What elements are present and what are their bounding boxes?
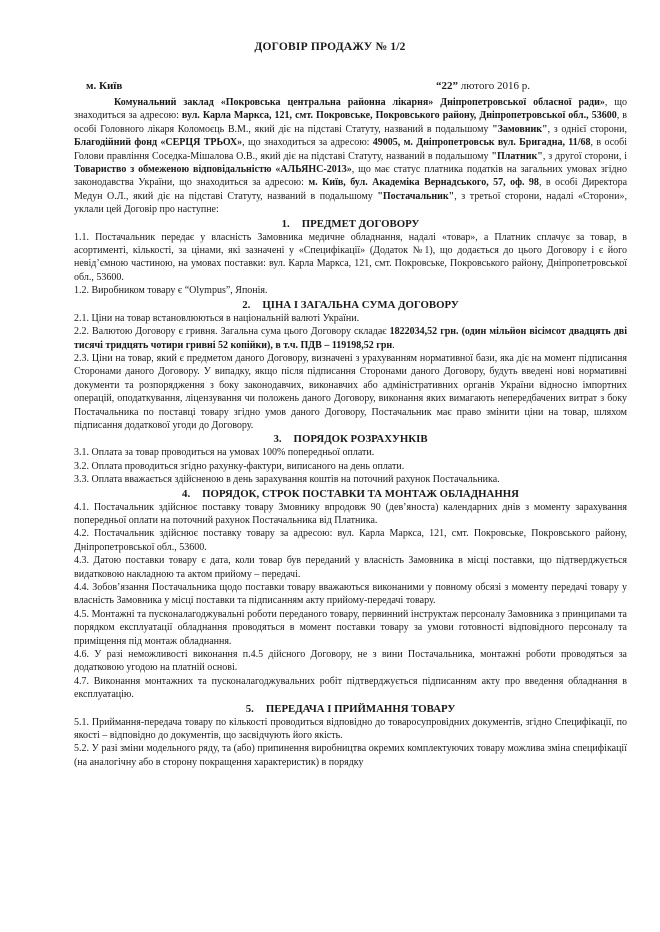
text-run: , з однієї сторони, xyxy=(547,123,627,135)
section-title: ЦІНА І ЗАГАЛЬНА СУМА ДОГОВОРУ xyxy=(262,298,459,311)
clause-paragraph xyxy=(74,675,627,702)
contract-date-rest: лютого 2016 р. xyxy=(458,80,530,92)
clause-paragraph xyxy=(74,325,627,352)
contract-date xyxy=(436,80,530,92)
text-run: 2.3. Ціни на товар, який є предметом даного Договору, визначені з урахуванням нормативної бази, яка діє на момент підписання Сторонами даного Договору. У випадку, якщо після підписання Сторонами даного Договору, будуть введені нові нормативні документи та розпорядження з боку законодавчих, виконавчих або адміністративних органів України відносно імпортних операцій, оподаткування, ліцензування чи положень даного Договору, виконання яких вимагають непередбачених витрат з боку Постачальника по поставці товару згідно умов даного Договору, Постачальник має право змінити ціни на товар, шляхом підписання додаткової угоди до Договору. xyxy=(74,352,627,431)
clause-paragraph xyxy=(74,501,627,528)
section-title: ПОРЯДОК, СТРОК ПОСТАВКИ ТА МОНТАЖ ОБЛАДНАННЯ xyxy=(202,487,519,500)
bold-text: 49005, м. Дніпропетровськ вул. Бригадна, 11/68 xyxy=(372,137,591,149)
bold-text: м. Київ, бул. Академіка Вернадського, 57, оф. 98 xyxy=(308,177,539,189)
section-heading xyxy=(74,702,627,716)
section-heading xyxy=(74,487,627,501)
section-heading xyxy=(74,432,627,446)
clause-paragraph xyxy=(74,608,627,648)
clause-paragraph xyxy=(74,716,627,743)
clause-paragraph xyxy=(74,742,627,769)
bold-text: "Платник" xyxy=(491,150,543,162)
clause-paragraph xyxy=(74,648,627,675)
text-run: 4.5. Монтажні та пусконалагоджувальні роботи переданого товару, первинний інструктаж персоналу Замовника з принципами та порядком експлуатації обладнання проводяться в момент поставки товару за умови готовності відповідного персоналу та приміщення під монтаж обладнання. xyxy=(74,608,627,647)
text-run: 4.3. Датою поставки товару є дата, коли товар був переданий у власність Замовника в місці поставки, що підтверджується видатковою накладною та актом прийому – передачі. xyxy=(74,555,627,580)
clause-paragraph xyxy=(74,446,627,459)
section-number: 2. xyxy=(242,298,251,311)
bold-text: "Постачальник" xyxy=(377,190,455,202)
section-number: 3. xyxy=(273,433,282,446)
text-run: 3.1. Оплата за товар проводиться на умовах 100% попередньої оплати. xyxy=(74,447,375,459)
section-number: 4. xyxy=(182,487,191,500)
section-title: ПРЕДМЕТ ДОГОВОРУ xyxy=(301,217,420,230)
text-run: 3.2. Оплата проводиться згідно рахунку-фактури, виписаного на день оплати. xyxy=(74,460,405,472)
text-run: , що знаходиться за адресою: xyxy=(74,97,628,122)
clause-paragraph xyxy=(74,581,627,608)
document-body xyxy=(74,96,627,769)
document-title: ДОГОВІР ПРОДАЖУ № 1/2 xyxy=(254,41,406,53)
section-heading xyxy=(74,298,627,312)
clause-paragraph xyxy=(74,554,627,581)
text-run: 5.1. Приймання-передача товару по кількості проводиться відповідно до товаросупровідних документів, згідно Специфікації, по якості – відповідно до документів, що засвідчують його якість. xyxy=(74,716,627,742)
section-title: ПОРЯДОК РОЗРАХУНКІВ xyxy=(293,433,428,446)
bold-text: Благодійний фонд «СЕРЦЯ ТРЬОХ» xyxy=(74,137,243,149)
text-run: , з третьої сторони, надалі «Сторони», уклали цей Договір про наступне: xyxy=(74,190,627,216)
clause-paragraph xyxy=(74,312,627,325)
section-number: 5. xyxy=(245,702,254,715)
text-run: , що знаходиться за адресою: xyxy=(242,137,373,149)
bold-text: Комунальний заклад «Покровська центральна районна лікарня» Дніпропетровської обласної ради» xyxy=(114,97,605,108)
text-run: 1.1. Постачальник передає у власність Замовника медичне обладнання, надалі «товар», а Платник сплачує за товар, в асортименті, кількості, за цінами, які зазначені у «Специфікації» (Додаток №1), що додається до цього Договору і є його невід’ємною частиною, на умовах поставки: вул. Карла Маркса, 121, смт. Покровське, Покровського району, Дніпропетровської обл., 53600. xyxy=(74,231,627,283)
text-run: , що має статус платника податків на загальних умовах згідно законодавства України, що знаходиться за адресою: xyxy=(74,164,628,189)
bold-text: вул. Карла Маркса, 121, смт. Покровське, Покровського району, Дніпропетровської обл., 53600 xyxy=(181,110,617,122)
text-run: 4.2. Постачальник здійснює поставку товару за адресою: вул. Карла Маркса, 121, смт. Покровське, Покровського району, Дніпропетровської обл., 53600. xyxy=(74,528,627,553)
clause-paragraph xyxy=(74,473,627,486)
text-run: 1.2. Виробником товару є “Olympus”, Японія. xyxy=(74,285,268,297)
bold-text: 1822034,52 грн. (один мільйон вісімсот двадцять дві тисячі тридцять чотири гривні 52 копійки), в т.ч. ПДВ – 119198,52 грн xyxy=(74,326,627,351)
text-run: 3.3. Оплата вважається здійсненою в день зарахування коштів на поточний рахунок Постачальника. xyxy=(74,474,500,486)
section-title: ПЕРЕДАЧА І ПРИЙМАННЯ ТОВАРУ xyxy=(265,702,456,715)
preamble-paragraph xyxy=(74,96,627,217)
text-run: 2.1. Ціни на товар встановлюються в національній валюті України. xyxy=(74,312,360,324)
clause-paragraph xyxy=(74,231,627,285)
text-run: 4.6. У разі неможливості виконання п.4.5 дійсного Договору, не з вини Постачальника, монтажні роботи проводяться за додатковою угодою на платній основі. xyxy=(74,649,627,674)
clause-paragraph xyxy=(74,460,627,473)
clause-paragraph xyxy=(74,284,627,297)
section-heading xyxy=(74,217,627,231)
contract-city: м. Київ xyxy=(86,80,123,92)
contract-date-day: “22” xyxy=(436,80,458,92)
bold-text: "Замовник" xyxy=(492,123,548,135)
text-run: , з другої сторони, і xyxy=(542,150,628,162)
text-run: 4.1. Постачальник здійснює поставку товару Змовнику впродовж 90 (дев’яноста) календарних днів з моменту зарахування попередньої оплати на поточний рахунок Постачальника від Платника. xyxy=(74,501,627,526)
clause-paragraph xyxy=(74,352,627,432)
text-run: , в особі Голови правління Соседка-Мішалова О.В., який діє на підставі Статуту, названий в подальшому xyxy=(74,137,628,162)
text-run: 2.2. Валютою Договору є гривня. Загальна сума цього Договору складає xyxy=(74,326,390,338)
section-number: 1. xyxy=(281,217,290,230)
text-run: , в особі Головного лікаря Коломоєць В.М., який діє на підставі Статуту, названий в подальшому xyxy=(74,110,627,135)
text-run: . xyxy=(392,339,395,351)
text-run: 4.7. Виконання монтажних та пусконалагоджувальних робіт підтверджується підписанням акту про введення обладнання в експлуатацію. xyxy=(74,675,627,701)
clause-paragraph xyxy=(74,527,627,554)
bold-text: Товариство з обмеженою відповідальністю «АЛЬЯНС-2013» xyxy=(74,164,352,176)
text-run: , в особі Директора Медун О.Л., який діє на підставі Статуту, названий в подальшому xyxy=(74,177,628,202)
text-run: 4.4. Зобов’язання Постачальника щодо поставки товару вважаються виконаними у повному обсязі з моменту передачі товару у власність Замовника у місці поставки та підписанням акту прийому-передачі товару. xyxy=(74,582,627,607)
text-run: 5.2. У разі зміни модельного ряду, та (або) припинення виробництва окремих комплектуючих товару можлива зміна специфікації (на аналогічну або в сторону покращення характеристик) в порядку xyxy=(74,743,627,768)
